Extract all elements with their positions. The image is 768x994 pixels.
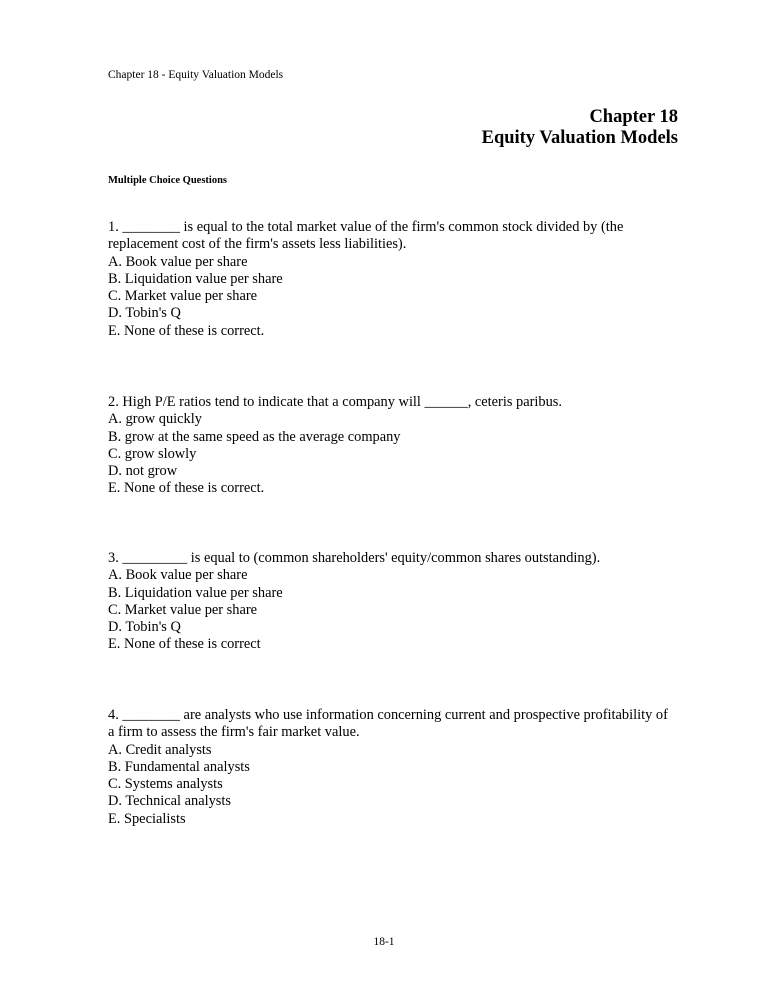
answer-option-e: E. None of these is correct bbox=[108, 636, 261, 653]
chapter-name: Equity Valuation Models bbox=[481, 128, 678, 148]
question-stem: 2. High P/E ratios tend to indicate that a company will ______, ceteris paribus. bbox=[108, 394, 563, 410]
answer-option-e: E. None of these is correct. bbox=[108, 480, 265, 497]
answer-option-d: D. Technical analysts bbox=[108, 793, 232, 810]
question-3 bbox=[108, 550, 668, 654]
answer-option-b: B. grow at the same speed as the average company bbox=[108, 428, 401, 445]
answer-option-c: C. Systems analysts bbox=[108, 776, 223, 793]
question-stem: 1. ________ is equal to the total market value of the firm's common stock divided by (the replacement cost of the firm's assets less liabilities). bbox=[108, 219, 624, 253]
answer-option-c: C. grow slowly bbox=[108, 445, 197, 462]
answer-option-a: A. Book value per share bbox=[108, 567, 248, 584]
section-heading: Multiple Choice Questions bbox=[108, 175, 228, 186]
answer-option-b: B. Liquidation value per share bbox=[108, 584, 283, 601]
answer-options bbox=[108, 567, 668, 653]
question-2 bbox=[108, 394, 668, 498]
answer-option-c: C. Market value per share bbox=[108, 288, 258, 305]
answer-option-d: D. Tobin's Q bbox=[108, 619, 181, 636]
answer-options bbox=[108, 411, 668, 497]
answer-options bbox=[108, 742, 668, 828]
answer-option-a: A. Credit analysts bbox=[108, 741, 212, 758]
answer-option-d: D. Tobin's Q bbox=[108, 305, 181, 322]
question-stem: 4. ________ are analysts who use information concerning current and prospective profitability of a firm to assess the firm's fair market value. bbox=[108, 707, 668, 741]
question-4 bbox=[108, 707, 668, 828]
page-number: 18-1 bbox=[373, 936, 395, 948]
answer-option-b: B. Liquidation value per share bbox=[108, 270, 283, 287]
answer-option-a: A. grow quickly bbox=[108, 411, 202, 428]
answer-option-e: E. None of these is correct. bbox=[108, 322, 265, 339]
answer-options bbox=[108, 254, 668, 340]
chapter-number: Chapter 18 bbox=[589, 107, 678, 127]
running-header: Chapter 18 - Equity Valuation Models bbox=[108, 69, 284, 81]
answer-option-e: E. Specialists bbox=[108, 810, 186, 827]
answer-option-d: D. not grow bbox=[108, 463, 178, 480]
answer-option-a: A. Book value per share bbox=[108, 253, 248, 270]
answer-option-c: C. Market value per share bbox=[108, 601, 258, 618]
answer-option-b: B. Fundamental analysts bbox=[108, 758, 250, 775]
chapter-title bbox=[482, 107, 678, 149]
question-1 bbox=[108, 219, 668, 340]
question-stem: 3. _________ is equal to (common shareholders' equity/common shares outstanding). bbox=[108, 550, 601, 566]
